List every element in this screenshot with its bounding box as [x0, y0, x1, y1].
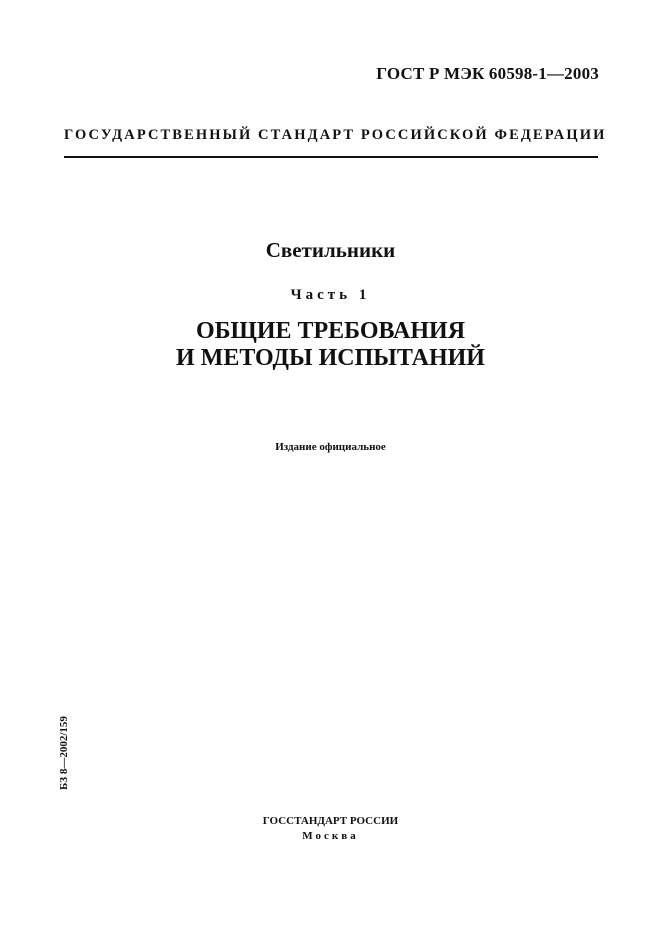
part-label: Часть 1 [290, 287, 371, 303]
document-number: ГОСТ Р МЭК 60598-1—2003 [376, 64, 599, 83]
document-title: Светильники [265, 238, 396, 262]
header-divider [64, 156, 598, 158]
publisher: ГОССТАНДАРТ РОССИИ [262, 815, 399, 827]
side-code: БЗ 8—2002/159 [58, 716, 70, 790]
document-subtitle [0, 318, 661, 372]
standard-header: ГОСУДАРСТВЕННЫЙ СТАНДАРТ РОССИЙСКОЙ ФЕДЕРАЦИИ [64, 127, 607, 143]
subtitle-line-2: И МЕТОДЫ ИСПЫТАНИЙ [176, 345, 485, 371]
subtitle-line-1: ОБЩИЕ ТРЕБОВАНИЯ [195, 318, 466, 344]
edition-note: Издание официальное [275, 441, 386, 453]
publication-city: Москва [302, 830, 359, 842]
